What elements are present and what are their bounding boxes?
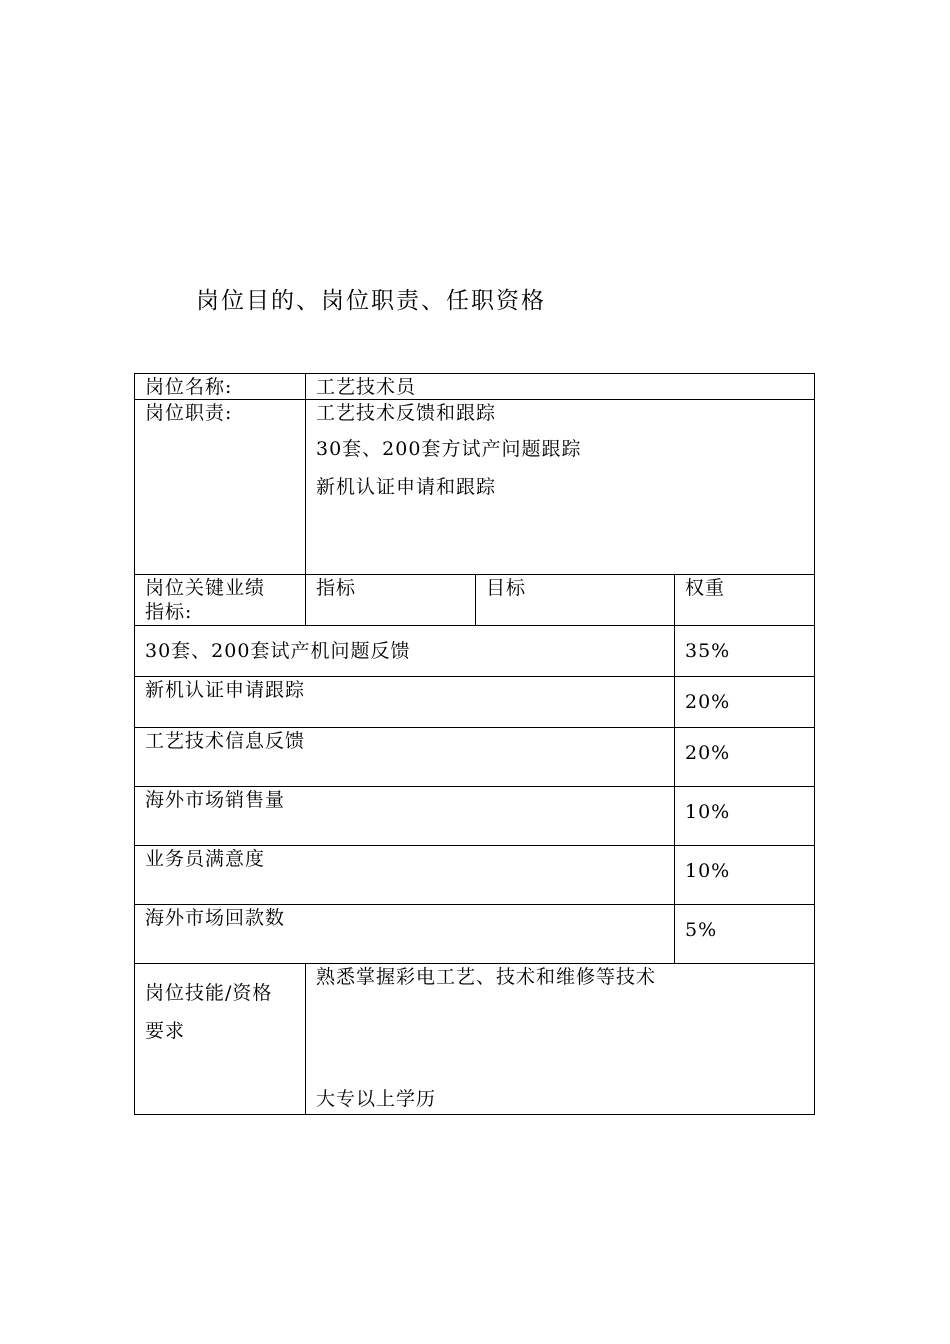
kpi-row: [135, 787, 675, 846]
kpi-weight-cell: [675, 626, 815, 677]
kpi-weight: 5%: [685, 919, 718, 941]
skills-line2: 大专以上学历: [316, 1088, 437, 1110]
duties-cell: [306, 400, 815, 575]
kpi-name: 海外市场销售量: [145, 789, 286, 811]
kpi-row: [135, 677, 675, 728]
duty-item: 30套、200套方试产问题跟踪: [316, 438, 582, 460]
skills-label-line1: 岗位技能/资格: [145, 982, 273, 1004]
kpi-weight: 10%: [685, 860, 731, 882]
weight-header-cell: [675, 575, 815, 626]
skills-label-line2: 要求: [145, 1020, 186, 1042]
duty-item: 工艺技术反馈和跟踪: [316, 402, 497, 424]
weight-header: 权重: [685, 577, 726, 599]
kpi-weight: 20%: [685, 691, 731, 713]
kpi-name: 工艺技术信息反馈: [145, 730, 306, 752]
kpi-name: 新机认证申请跟踪: [145, 679, 306, 701]
kpi-weight-cell: [675, 677, 815, 728]
kpi-row: [135, 728, 675, 787]
job-description-table: [134, 373, 815, 1115]
kpi-weight: 20%: [685, 742, 731, 764]
kpi-weight-cell: [675, 787, 815, 846]
kpi-weight: 35%: [685, 640, 731, 662]
kpi-name: 海外市场回款数: [145, 907, 286, 929]
kpi-label-cell: [135, 575, 306, 626]
kpi-row: [135, 905, 675, 964]
indicator-header-cell: [306, 575, 476, 626]
kpi-row: [135, 626, 675, 677]
position-label-cell: [135, 374, 306, 400]
kpi-weight: 10%: [685, 801, 731, 823]
kpi-weight-cell: [675, 728, 815, 787]
kpi-label-line1: 岗位关键业绩: [145, 577, 266, 599]
position-label: 岗位名称:: [145, 376, 233, 398]
kpi-weight-cell: [675, 905, 815, 964]
kpi-name: 30套、200套试产机问题反馈: [145, 640, 411, 662]
skills-line1: 熟悉掌握彩电工艺、技术和维修等技术: [316, 966, 657, 988]
kpi-label-line2: 指标:: [145, 601, 193, 623]
duty-item: 新机认证申请和跟踪: [316, 476, 497, 498]
duties-label: 岗位职责:: [145, 402, 233, 424]
skills-cell: [306, 964, 815, 1115]
kpi-name: 业务员满意度: [145, 848, 266, 870]
kpi-row: [135, 846, 675, 905]
position-value: 工艺技术员: [316, 376, 417, 398]
position-value-cell: [306, 374, 815, 400]
target-header: 目标: [486, 577, 527, 599]
skills-label-cell: [135, 964, 306, 1115]
duties-label-cell: [135, 400, 306, 575]
target-header-cell: [476, 575, 675, 626]
kpi-weight-cell: [675, 846, 815, 905]
page-title: 岗位目的、岗位职责、任职资格: [196, 288, 546, 314]
indicator-header: 指标: [316, 577, 357, 599]
